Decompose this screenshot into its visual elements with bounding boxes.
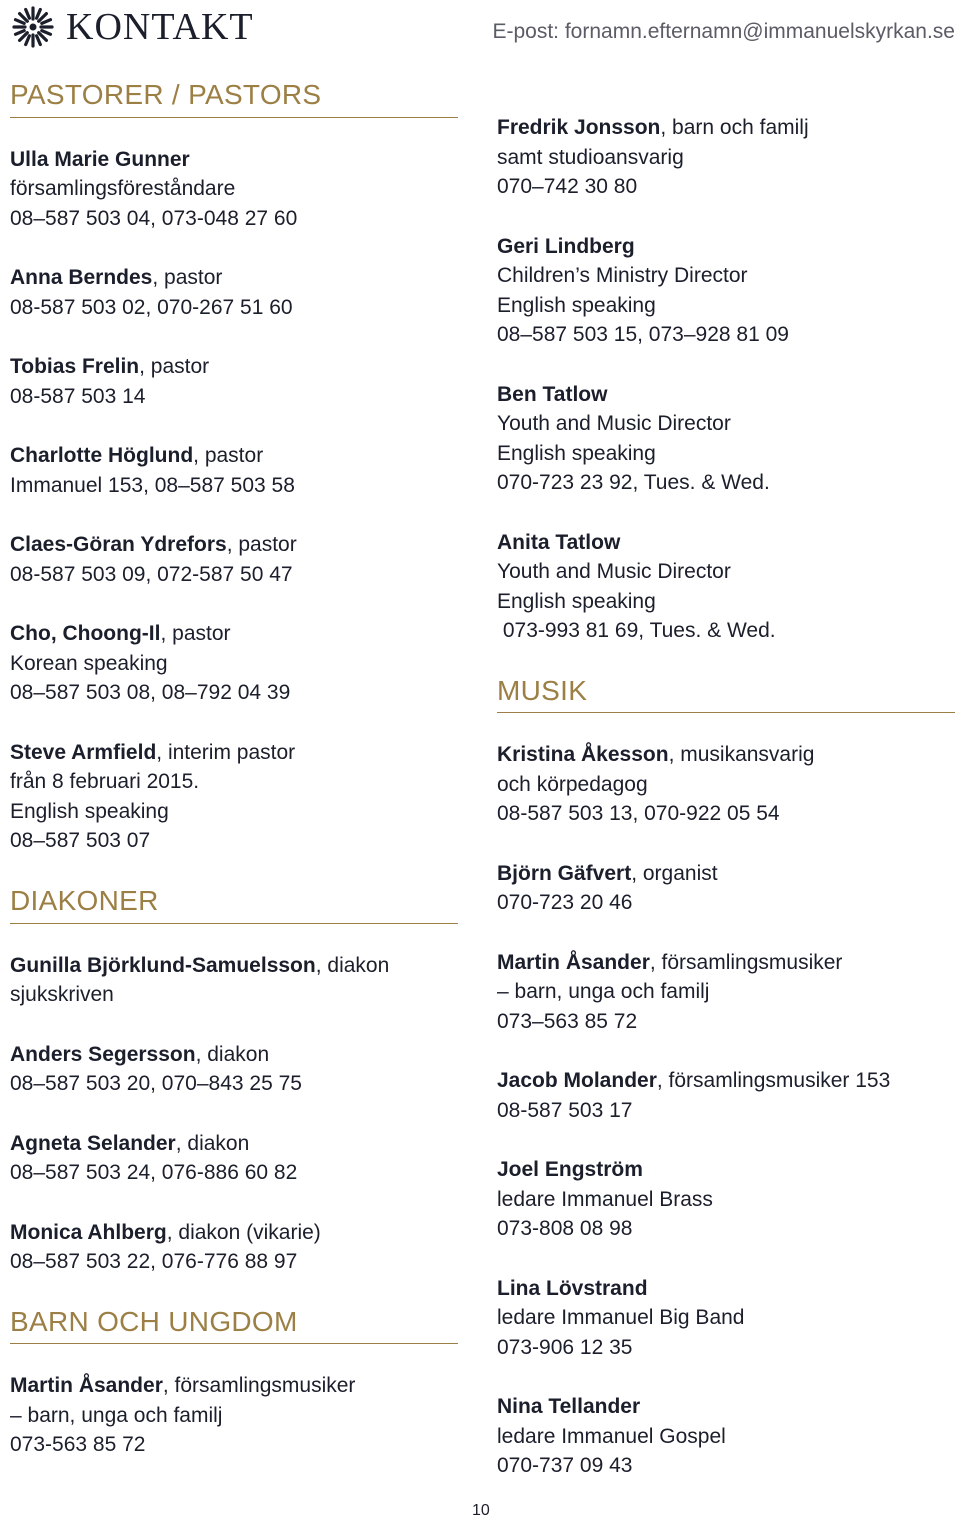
contact-name: Ulla Marie Gunner (10, 147, 190, 171)
contact-heading (497, 740, 955, 770)
contact-role: , barn och familj (660, 116, 809, 139)
contact-name: Claes-Göran Ydrefors (10, 533, 227, 557)
contact-role: , diakon (315, 953, 390, 977)
contact-detail: ledare Immanuel Gospel (497, 1424, 726, 1448)
page-header (10, 2, 955, 50)
contact-name: Lina Lövstrand (497, 1276, 648, 1300)
contact-detail: Korean speaking (10, 651, 168, 675)
contact-entry (10, 738, 458, 856)
contact-detail: sjukskriven (10, 983, 114, 1007)
contact-entry (497, 528, 955, 646)
contact-entry (10, 352, 458, 411)
section-title-diakoner: DIAKONER (10, 886, 458, 924)
contact-detail: 08–587 503 24, 076-886 60 82 (10, 1161, 298, 1185)
contact-entry (497, 859, 955, 918)
contact-detail: 070-723 20 46 (497, 891, 633, 915)
contact-entry (497, 232, 955, 350)
contact-role: , musikansvarig (668, 743, 815, 767)
section-title-barn-och-ungdom: BARN OCH UNGDOM (10, 1307, 458, 1345)
contact-detail: församlingsföreståndare (10, 177, 236, 201)
contact-name: Joel Engström (497, 1158, 643, 1182)
contact-name: Fredrik Jonsson (497, 116, 661, 139)
contact-entry (497, 380, 955, 498)
contact-name: Geri Lindberg (497, 234, 635, 258)
contact-heading (497, 1066, 955, 1096)
contact-entry (497, 113, 955, 202)
section-barn-och-ungdom (10, 1307, 458, 1460)
contact-entry (10, 530, 458, 589)
section-pastorer (10, 80, 458, 856)
contact-detail: English speaking (497, 441, 656, 465)
contact-detail: – barn, unga och familj (497, 980, 710, 1004)
section-diakoner (10, 886, 458, 1277)
contact-role: , pastor (160, 622, 231, 646)
contact-name: Gunilla Björklund-Samuelsson (10, 953, 316, 977)
contact-entry (497, 1155, 955, 1244)
contact-heading (10, 619, 458, 649)
left-column (10, 80, 458, 1490)
contact-detail: 070-723 23 92, Tues. & Wed. (497, 471, 770, 494)
contact-role: , pastor (226, 533, 297, 557)
contact-entry (10, 619, 458, 708)
right-column (497, 113, 955, 1511)
entries-barn (10, 1371, 458, 1460)
contact-detail: 070-737 09 43 (497, 1454, 633, 1478)
sunburst-logo-icon (10, 4, 56, 50)
contact-role: , diakon (vikarie) (166, 1220, 321, 1244)
entries-pastorer (10, 145, 458, 856)
contact-role: , interim pastor (156, 740, 296, 764)
contact-detail: English speaking (10, 799, 169, 823)
contact-detail: Youth and Music Director (497, 412, 731, 435)
contact-name: Steve Armfield (10, 740, 157, 764)
contact-entry (10, 263, 458, 322)
contact-name: Anna Berndes (10, 266, 153, 290)
contact-detail: English speaking (497, 293, 656, 317)
contact-name: Tobias Frelin (10, 355, 140, 379)
contact-detail: Immanuel 153, 08–587 503 58 (10, 473, 295, 497)
contact-name: Björn Gäfvert (497, 861, 632, 885)
contact-detail: samt studioansvarig (497, 145, 684, 169)
contact-name: Charlotte Höglund (10, 444, 194, 468)
contact-detail: 08–587 503 07 (10, 829, 151, 853)
contact-detail: 073-906 12 35 (497, 1335, 633, 1359)
section-barn-continued (497, 113, 955, 646)
contact-name: Kristina Åkesson (497, 743, 669, 767)
contact-heading (10, 738, 458, 768)
contact-heading (497, 232, 955, 262)
contact-detail: 08-587 503 02, 070-267 51 60 (10, 295, 293, 319)
contact-heading (10, 352, 458, 382)
contact-role: , pastor (139, 355, 210, 379)
contact-heading (10, 951, 458, 981)
contact-detail: 08-587 503 14 (10, 384, 146, 408)
contact-detail: 08-587 503 17 (497, 1098, 633, 1122)
contact-heading (497, 948, 955, 978)
contact-name: Agneta Selander (10, 1131, 176, 1155)
contact-detail: 073-993 81 69, Tues. & Wed. (497, 619, 776, 642)
section-title-musik: MUSIK (497, 676, 955, 714)
contact-detail: – barn, unga och familj (10, 1403, 223, 1427)
contact-heading (10, 441, 458, 471)
contact-detail: 08–587 503 20, 070–843 25 75 (10, 1072, 302, 1096)
contact-detail: och körpedagog (497, 772, 648, 796)
contact-detail: 08–587 503 15, 073–928 81 09 (497, 323, 789, 346)
contact-detail: 073-808 08 98 (497, 1217, 633, 1241)
contact-role: , församlingsmusiker (162, 1374, 356, 1398)
contact-heading (10, 1218, 458, 1248)
contact-heading (497, 1392, 955, 1422)
contact-entry (10, 145, 458, 234)
contact-name: Martin Åsander (10, 1374, 163, 1398)
contact-detail: 08–587 503 04, 073-048 27 60 (10, 206, 298, 230)
contact-heading (10, 145, 458, 175)
contact-heading (497, 1155, 955, 1185)
contact-detail: 08-587 503 13, 070-922 05 54 (497, 802, 780, 826)
contact-name: Anders Segersson (10, 1042, 196, 1066)
contact-name: Monica Ahlberg (10, 1220, 167, 1244)
contact-entry (10, 1218, 458, 1277)
contact-name: Nina Tellander (497, 1395, 641, 1419)
contact-detail: från 8 februari 2015. (10, 770, 200, 794)
contact-detail: 073-563 85 72 (10, 1433, 146, 1457)
contact-entry (10, 1129, 458, 1188)
contact-heading (497, 859, 955, 889)
contact-name: Cho, Choong-Il (10, 622, 161, 646)
contact-detail: 073–563 85 72 (497, 1009, 638, 1033)
contact-name: Anita Tatlow (497, 530, 621, 554)
contact-role: , pastor (152, 266, 223, 290)
contact-entry (497, 948, 955, 1037)
contact-role: , församlingsmusiker (649, 950, 843, 974)
contact-heading (497, 113, 955, 143)
contact-heading (10, 1371, 458, 1401)
contact-entry (10, 1371, 458, 1460)
contact-heading (10, 1129, 458, 1159)
contact-detail: ledare Immanuel Brass (497, 1187, 713, 1211)
contact-role: , församlingsmusiker 153 (656, 1069, 891, 1093)
contact-entry (497, 1066, 955, 1125)
contact-entry (497, 1392, 955, 1481)
logo (10, 4, 254, 50)
logo-text: KONTAKT (66, 6, 254, 48)
contact-detail: 08-587 503 09, 072-587 50 47 (10, 562, 293, 586)
contact-entry (10, 441, 458, 500)
contact-detail: 08–587 503 08, 08–792 04 39 (10, 681, 291, 705)
contact-heading (497, 528, 955, 558)
contact-name: Jacob Molander (497, 1069, 657, 1093)
entries-musik (497, 740, 955, 1481)
contact-detail: 08–587 503 22, 076-776 88 97 (10, 1250, 298, 1274)
entries-barn-continued (497, 113, 955, 646)
contact-detail: 070–742 30 80 (497, 175, 638, 198)
contact-heading (497, 380, 955, 410)
contact-entry (10, 951, 458, 1010)
contact-name: Martin Åsander (497, 950, 650, 974)
contact-detail: ledare Immanuel Big Band (497, 1306, 745, 1330)
contact-entry (10, 1040, 458, 1099)
contact-entry (497, 1274, 955, 1363)
contact-role: , diakon (175, 1131, 250, 1155)
contact-heading (10, 263, 458, 293)
contact-role: , pastor (193, 444, 264, 468)
contact-heading (10, 1040, 458, 1070)
email-info: E-post: fornamn.efternamn@immanuelskyrkan.se (492, 20, 955, 43)
contact-detail: Children’s Ministry Director (497, 264, 748, 287)
contact-detail: English speaking (497, 589, 656, 613)
page-number: 10 (472, 1502, 490, 1519)
contact-heading (497, 1274, 955, 1304)
entries-diakoner (10, 951, 458, 1277)
section-title-pastorer: PASTORER / PASTORS (10, 80, 458, 118)
contact-name: Ben Tatlow (497, 382, 608, 406)
contact-role: , organist (631, 861, 718, 885)
contact-detail: Youth and Music Director (497, 560, 731, 583)
contact-heading (10, 530, 458, 560)
contact-role: , diakon (195, 1042, 270, 1066)
section-musik (497, 676, 955, 1481)
contact-entry (497, 740, 955, 829)
